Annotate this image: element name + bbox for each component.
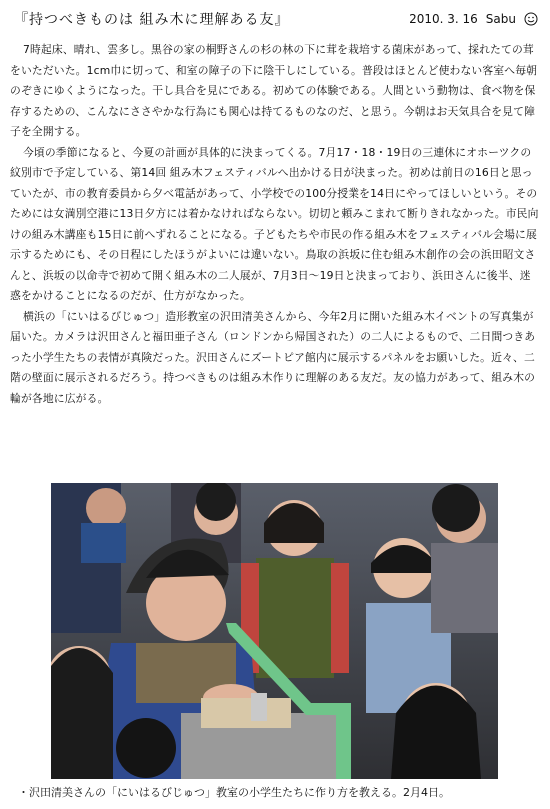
paragraph-2: 今頃の季節になると、今夏の計画が具体的に決まってくる。7月17・18・19日の三連休にオホーツクの紋別市で予定している、第14回 組み木フェスティバルへ出かける日が決まった。初めは前日の16日と思っていたが、市の教育委員から夕べ電話があって、小学校での100分授業を14日にやってほしいという。そのためには女満別空港に13日夕方には着かなければならない。切切と頼みこまれて断りきれなかった。市民向けの組み木講座も15日に前へずれることになる。子どもたちや市民の作る組み木をフェスティバル会場に展示するためにも、その日程にしたほうがよいには違いない。鳥取の浜坂に住む組み木創作の会の浜田昭文さんと、浜坂の以命寺で初めて開く組み木の二人展が、7月3日〜19日と決まっており、浜田さんに後半、迷惑をかけることになるのだが、仕方がなかった。 [10, 145, 539, 302]
photo-caption: ・沢田清美さんの「にいはるびじゅつ」教室の小学生たちに作り方を教える。2月4日。 [18, 786, 450, 799]
workshop-photo [51, 483, 498, 779]
page-header [14, 8, 538, 30]
photo-illustration [51, 483, 498, 779]
author-signature: Sabu [485, 12, 516, 26]
diary-body [10, 40, 540, 409]
paragraph-1: 7時起床、晴れ、雲多し。黒谷の家の桐野さんの杉の林の下に茸を栽培する菌床があって、採れたての茸をいただいた。1cm巾に切って、和室の障子の下に陰干しにしている。普段はほとんど使わない客室へ毎朝のぞきにゆくようになった。干し具合を見にである。初めての体験である。人間という動物は、食べ物を保存するための、こんなにささやかな行為にも関心は持てるものなのだ、と思う。今朝はお天気具合を見て障子を全開する。 [10, 43, 538, 138]
page-title: 『持つべきものは 組み木に理解ある友』 [14, 12, 290, 28]
entry-date: 2010. 3. 16 [409, 12, 478, 26]
date-signature [409, 12, 538, 26]
smiley-icon [524, 12, 538, 26]
paragraph-3: 横浜の「にいはるびじゅつ」造形教室の沢田清美さんから、今年2月に開いた組み木イベントの写真集が届いた。カメラは沢田さんと福田亜子さん（ロンドンから帰国された）の二人によるもので、二日間つきあった小学生たちの表情が真険だった。沢田さんにズートピア館内に展示するパネルをお願いした。近々、二階の壁面に展示されるだろう。持つべきものは組み木作りに理解のある友だ。友の協力があって、組み木の輪が各地に広がる。 [10, 309, 536, 405]
